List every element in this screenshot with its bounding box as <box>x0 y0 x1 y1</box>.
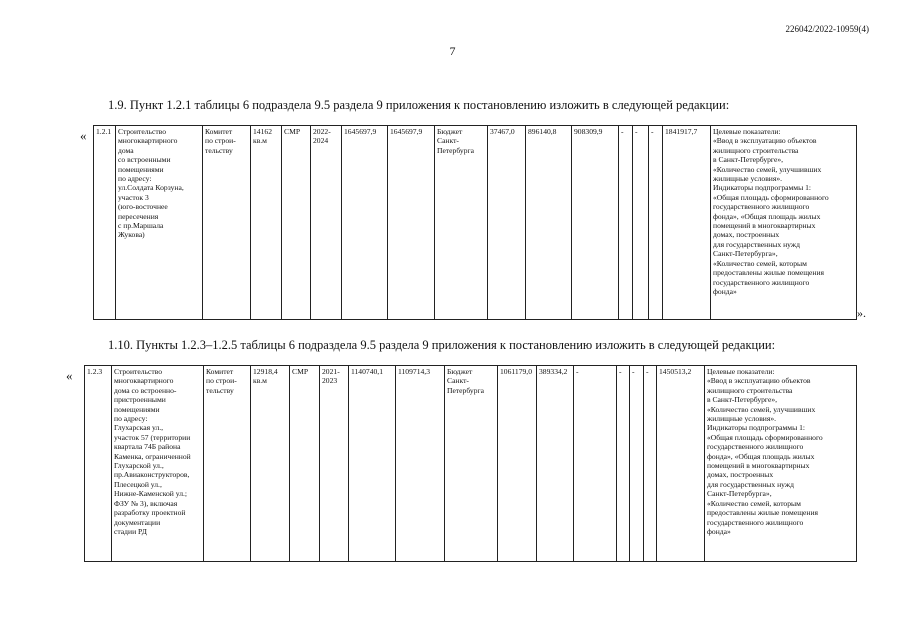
year-6-amount: - <box>644 366 657 562</box>
customer: Комитет по строи- тельству <box>203 126 251 320</box>
object-name: Строительство многоквартирного дома со встроенно- пристроенными помещениями по адресу: Глухарская ул., участок 57 (территории квартала 74Б района Каменка, ограниченной Глухарской ул., пр.Авиаконструкторов, Плесецкой ул., Нижне-Каменской ул.; ФЗУ № 3), включая разработку проектной документации стадии РД <box>112 366 204 562</box>
year-3-amount: 908309,9 <box>572 126 619 320</box>
work-type: СМР <box>290 366 320 562</box>
target-indicators: Целевые показатели: «Ввод в эксплуатацию объектов жилищного строительства в Санкт-Петербурге», «Количество семей, улучшивших жилищные условия». Индикаторы подпрограммы 1: «Общая площадь сформированного государственного жилищного фонда», «Общая площадь жилых помещений в многоквартирных домах, построенных для государственных нужд Санкт-Петербурга», «Количество семей, которым предоставлены жилые помещения государственного жилищного фонда» <box>705 366 857 562</box>
object-name: Строительство многоквартирного дома со встроенными помещениями по адресу: ул.Солдата Корзуна, участок 3 (юго-восточнее пересечения с пр.Маршала Жукова) <box>116 126 203 320</box>
total-amount: 1450513,2 <box>657 366 705 562</box>
capacity: 14162 кв.м <box>251 126 282 320</box>
year-2-amount: 389334,2 <box>537 366 574 562</box>
open-quote-1: « <box>80 128 87 143</box>
row-number: 1.2.1 <box>94 126 116 320</box>
year-5-amount: - <box>630 366 644 562</box>
page-number: 7 <box>449 44 456 58</box>
target-indicators: Целевые показатели: «Ввод в эксплуатацию объектов жилищного строительства в Санкт-Петербурге», «Количество семей, улучшивших жилищные условия». Индикаторы подпрограммы 1: «Общая площадь сформированного государственного жилищного фонда», «Общая площадь жилых помещений в многоквартирных домах, построенных для государственных нужд Санкт-Петербурга», «Количество семей, которым предоставлены жилые помещения государственного жилищного фонда» <box>711 126 857 320</box>
year-4-amount: - <box>619 126 633 320</box>
work-type: СМР <box>282 126 311 320</box>
year-6-amount: - <box>649 126 663 320</box>
funding-source: Бюджет Санкт- Петербурга <box>445 366 498 562</box>
customer: Комитет по строи- тельству <box>204 366 251 562</box>
year-2-amount: 896140,8 <box>526 126 572 320</box>
year-3-amount: - <box>574 366 617 562</box>
section-heading-1-9: 1.9. Пункт 1.2.1 таблицы 6 подраздела 9.5 раздела 9 приложения к постановлению изложить в следующей редакции: <box>108 98 730 112</box>
open-quote-2: « <box>66 368 73 383</box>
year-1-amount: 37467,0 <box>488 126 526 320</box>
funding-source: Бюджет Санкт- Петербурга <box>435 126 488 320</box>
section-heading-1-10: 1.10. Пункты 1.2.3–1.2.5 таблицы 6 подраздела 9.5 раздела 9 приложения к постановлению изложить в следующей редакции: <box>108 338 776 352</box>
program-table-row-1-2-3 <box>84 365 857 562</box>
close-quote-1: ». <box>857 306 866 320</box>
capacity: 12918,4 кв.м <box>251 366 290 562</box>
year-4-amount: - <box>617 366 630 562</box>
year-1-amount: 1061179,0 <box>498 366 537 562</box>
row-number: 1.2.3 <box>85 366 112 562</box>
period: 2021- 2023 <box>320 366 349 562</box>
cost-total: 1645697,9 <box>342 126 388 320</box>
program-table-row-1-2-1 <box>93 125 857 320</box>
table-row <box>94 126 857 320</box>
period: 2022- 2024 <box>311 126 342 320</box>
table-row <box>85 366 857 562</box>
cost-remaining: 1645697,9 <box>388 126 435 320</box>
document-number: 226042/2022-10959(4) <box>785 24 869 34</box>
year-5-amount: - <box>633 126 649 320</box>
cost-remaining: 1109714,3 <box>396 366 445 562</box>
cost-total: 1140740,1 <box>349 366 396 562</box>
total-amount: 1841917,7 <box>663 126 711 320</box>
